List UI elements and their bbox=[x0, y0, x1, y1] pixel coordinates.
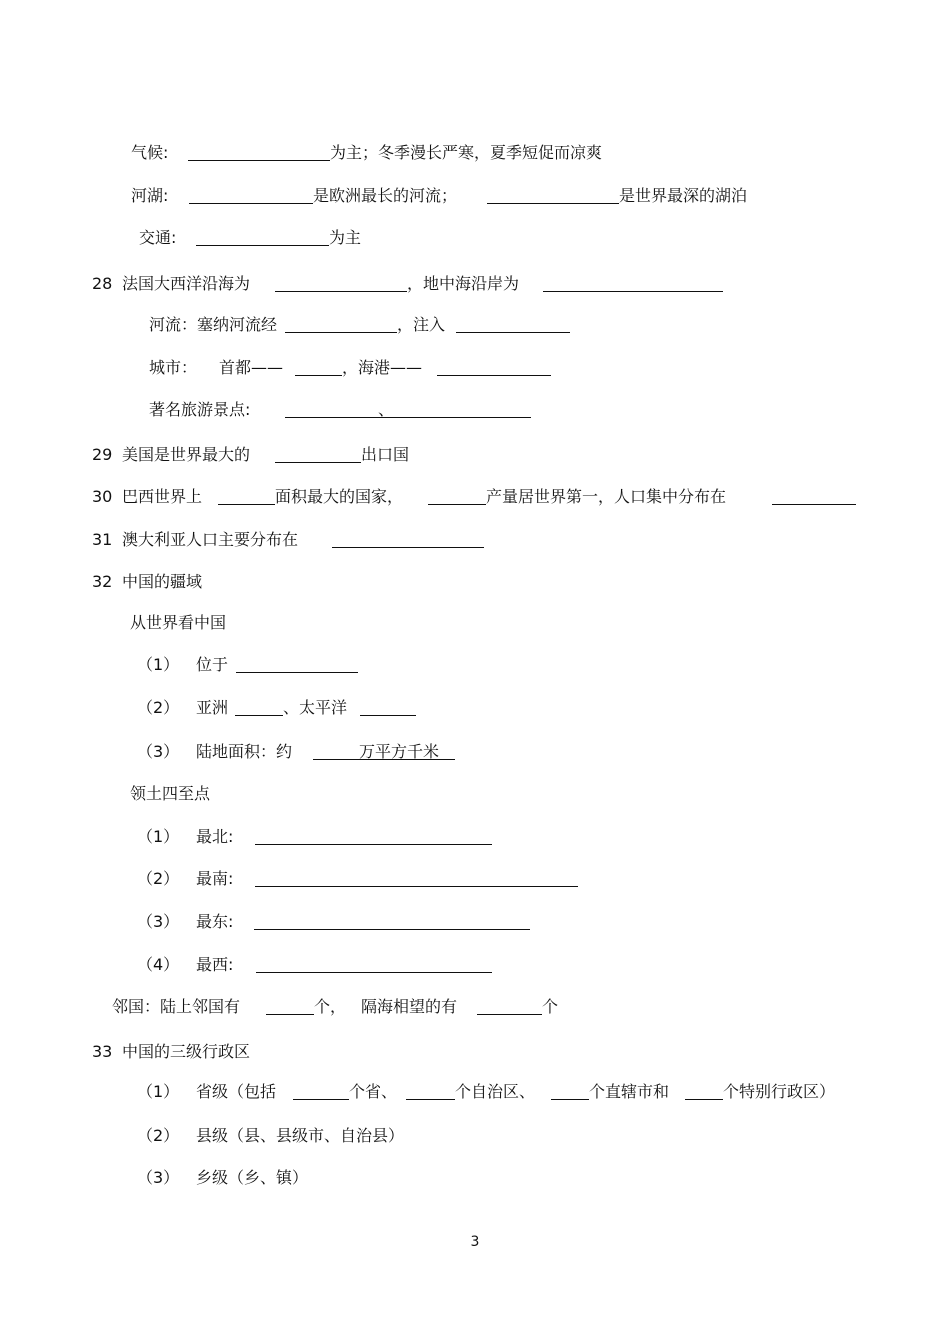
port-label: ，海港—— bbox=[342, 358, 423, 377]
land-neighbors-label: 邻国：陆上邻国有 bbox=[112, 997, 241, 1016]
municipalities-blank[interactable] bbox=[551, 1080, 589, 1100]
page-number: 3 bbox=[470, 1234, 480, 1250]
question-number: 33 bbox=[92, 1042, 113, 1061]
question-number: 28 bbox=[92, 274, 113, 293]
north-label: 最北: bbox=[196, 827, 234, 846]
item-number: （4） bbox=[137, 955, 180, 974]
q32-sub1-text: 从世界看中国 bbox=[130, 613, 227, 632]
westernmost-blank[interactable] bbox=[256, 953, 492, 973]
q29-text-2: 出口国 bbox=[361, 445, 410, 464]
q29-text-1: 美国是世界最大的 bbox=[122, 445, 251, 464]
seine-through-blank[interactable] bbox=[285, 313, 397, 333]
q33-i1-label: 省级（包括 bbox=[196, 1082, 277, 1101]
us-export-blank[interactable] bbox=[275, 443, 361, 463]
q32-i3-label: 陆地面积：约 bbox=[196, 742, 293, 761]
question-number: 31 bbox=[92, 530, 113, 549]
longest-river-text: 是欧洲最长的河流； bbox=[313, 186, 458, 205]
autonomous-regions-blank[interactable] bbox=[406, 1080, 455, 1100]
climate-label: 气候: bbox=[131, 143, 169, 162]
provinces-blank[interactable] bbox=[293, 1080, 349, 1100]
item-number: （2） bbox=[137, 698, 180, 717]
item-number: （3） bbox=[137, 1168, 180, 1187]
q30-text-2: 面积最大的国家， bbox=[275, 487, 404, 506]
sar-text: 个特别行政区） bbox=[723, 1082, 836, 1101]
capital-label: 首都—— bbox=[219, 358, 284, 377]
sea-neighbors-unit: 个 bbox=[542, 997, 559, 1016]
land-neighbors-blank[interactable] bbox=[266, 995, 314, 1015]
q32-sub2-text: 领土四至点 bbox=[130, 784, 211, 803]
q32-i2-label: 亚洲 bbox=[196, 698, 229, 717]
transport-text: 为主 bbox=[329, 228, 362, 247]
item-number: （1） bbox=[137, 827, 180, 846]
land-neighbors-unit: 个， bbox=[314, 997, 347, 1016]
q28-river-mid: ，注入 bbox=[397, 315, 446, 334]
provinces-text: 个省、 bbox=[349, 1082, 398, 1101]
capital-blank[interactable] bbox=[295, 356, 342, 376]
q32-i2-mid: 、太平洋 bbox=[283, 698, 348, 717]
question-number: 29 bbox=[92, 445, 113, 464]
south-label: 最南: bbox=[196, 869, 234, 888]
q32-title: 中国的疆域 bbox=[122, 572, 203, 591]
q32-i1-label: 位于 bbox=[196, 655, 229, 674]
brazil-population-blank[interactable] bbox=[772, 485, 856, 505]
q28-spots-label: 著名旅游景点: bbox=[149, 400, 251, 419]
deepest-lake-blank[interactable] bbox=[487, 184, 619, 204]
q33-i2-label: 县级（县、县级市、自治县） bbox=[196, 1126, 405, 1145]
q33-i3-label: 乡级（乡、镇） bbox=[196, 1168, 309, 1187]
transport-blank[interactable] bbox=[196, 226, 329, 246]
q28-text-2: ，地中海沿岸为 bbox=[407, 274, 520, 293]
mediterranean-coast-blank[interactable] bbox=[543, 272, 723, 292]
q28-city-label: 城市： bbox=[149, 358, 198, 377]
sar-blank[interactable] bbox=[685, 1080, 723, 1100]
atlantic-coast-blank[interactable] bbox=[275, 272, 407, 292]
tourist-spots-blank[interactable] bbox=[285, 398, 531, 418]
item-number: （3） bbox=[137, 742, 180, 761]
seine-into-blank[interactable] bbox=[456, 313, 570, 333]
southernmost-blank[interactable] bbox=[255, 867, 578, 887]
question-number: 30 bbox=[92, 487, 113, 506]
deepest-lake-text: 是世界最深的湖泊 bbox=[619, 186, 748, 205]
east-label: 最东: bbox=[196, 912, 234, 931]
northernmost-blank[interactable] bbox=[255, 825, 492, 845]
west-label: 最西: bbox=[196, 955, 234, 974]
australia-population-blank[interactable] bbox=[332, 528, 484, 548]
easternmost-blank[interactable] bbox=[254, 910, 530, 930]
item-number: （2） bbox=[137, 1126, 180, 1145]
q30-text-3: 产量居世界第一，人口集中分布在 bbox=[486, 487, 727, 506]
municipalities-text: 个直辖市和 bbox=[589, 1082, 670, 1101]
item-number: （3） bbox=[137, 912, 180, 931]
land-area-unit: 万平方千米 bbox=[359, 742, 440, 761]
port-blank[interactable] bbox=[437, 356, 551, 376]
rivers-lakes-label: 河湖: bbox=[131, 186, 169, 205]
item-number: （1） bbox=[137, 1082, 180, 1101]
brazil-area-blank[interactable] bbox=[218, 485, 275, 505]
q30-text-1: 巴西世界上 bbox=[122, 487, 203, 506]
tourist-spots-separator: 、 bbox=[378, 400, 395, 419]
item-number: （2） bbox=[137, 869, 180, 888]
climate-blank[interactable] bbox=[188, 141, 330, 161]
sea-neighbors-blank[interactable] bbox=[477, 995, 542, 1015]
sea-neighbors-label: 隔海相望的有 bbox=[361, 997, 458, 1016]
longest-river-blank[interactable] bbox=[189, 184, 313, 204]
autonomous-regions-text: 个自治区、 bbox=[455, 1082, 536, 1101]
q28-text-1: 法国大西洋沿海为 bbox=[122, 274, 251, 293]
q31-text-1: 澳大利亚人口主要分布在 bbox=[122, 530, 299, 549]
transport-label: 交通: bbox=[139, 228, 177, 247]
q33-title: 中国的三级行政区 bbox=[122, 1042, 251, 1061]
climate-text: 为主；冬季漫长严寒，夏季短促而凉爽 bbox=[330, 143, 603, 162]
asia-position-blank[interactable] bbox=[235, 696, 283, 716]
brazil-product-blank[interactable] bbox=[428, 485, 486, 505]
question-number: 32 bbox=[92, 572, 113, 591]
item-number: （1） bbox=[137, 655, 180, 674]
location-blank[interactable] bbox=[236, 653, 358, 673]
pacific-position-blank[interactable] bbox=[360, 696, 416, 716]
q28-river-label: 河流：塞纳河流经 bbox=[149, 315, 278, 334]
